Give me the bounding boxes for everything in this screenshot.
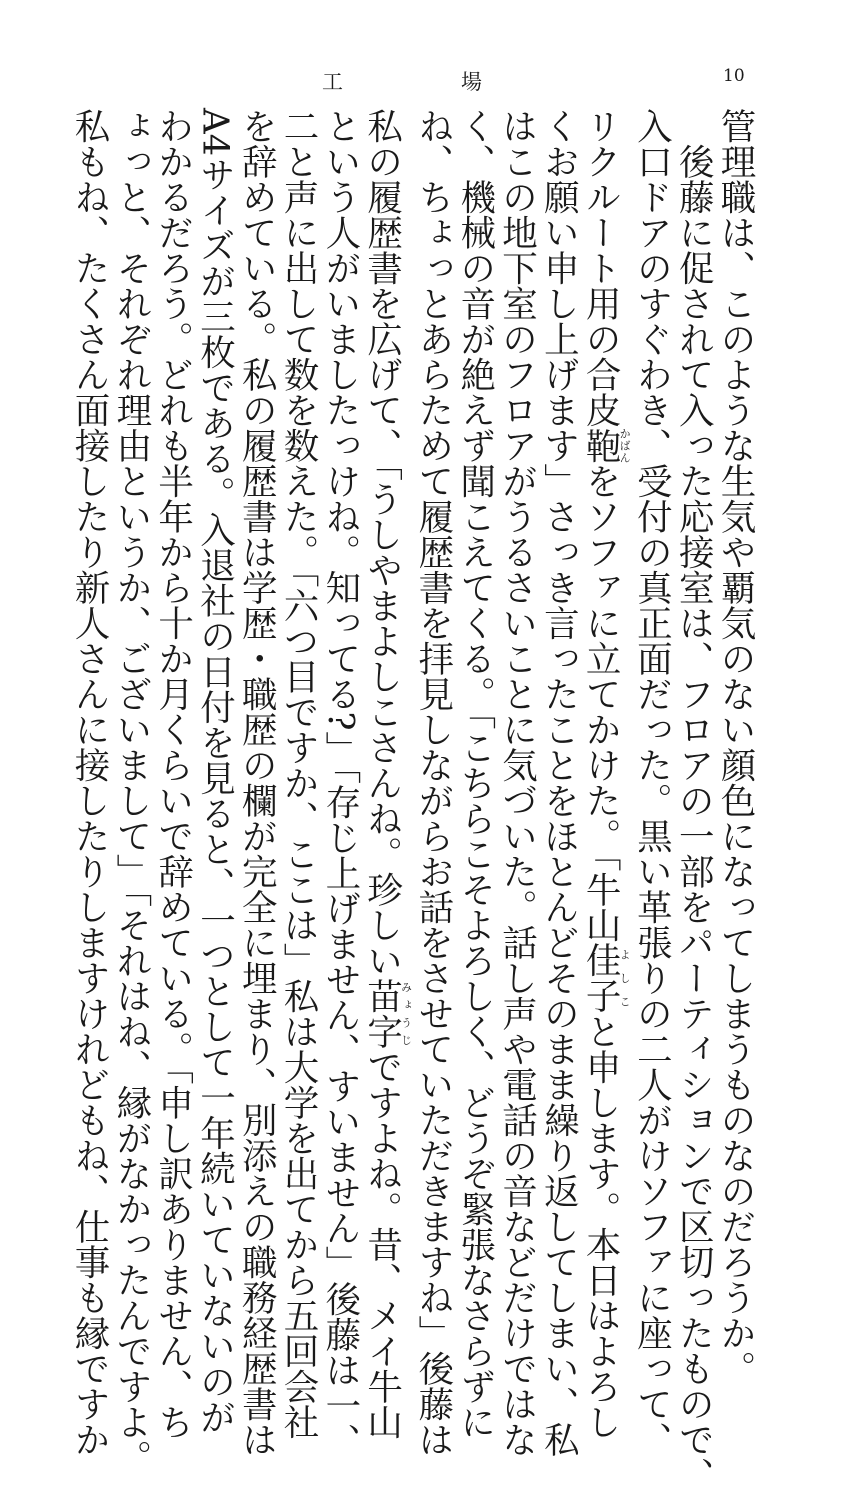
text-line: 管理職は、このような生気や覇気のない顔色になってしまうものなのだろうか。 [715, 108, 756, 1386]
furigana-ruby: 鞄かばん [580, 427, 632, 463]
vertical-body-text [69, 108, 756, 1493]
running-header [0, 66, 841, 96]
text-line: くお願い申し上げます」さっき言ったことをほとんどそのまま繰り返してしまい、私 [538, 108, 580, 1457]
text-line: という人がいましたっけね。知ってる?」「存じ上げません、すいません」後藤は一、 [319, 108, 361, 1459]
page-number: 10 [723, 66, 745, 86]
text-line: 私の履歴書を広げて、「うしやまよしこさんね。珍しい苗字みょうじですよね。昔、メイ牛山 [361, 108, 413, 1440]
text-line: リクルート用の合皮鞄かばんをソファに立てかけた。「牛山佳子よしこと申します。本日はよろし [580, 108, 632, 1440]
text-line: はこの地下室のフロアがうるさいことに気づいた。話し声や電話の音などだけではな [496, 108, 538, 1457]
text-line: 二と声に出して数を数えた。「六つ目ですか、ここは」私は大学を出てから五回会社 [278, 108, 320, 1440]
text-line: 後藤に促されて入った応接室は、フロアの一部をパーティションで区切ったもので、 [673, 108, 715, 1493]
furigana-ruby: 苗字みょうじ [361, 977, 413, 1049]
text-line: く、機械の音が絶えず聞こえてくる。「こちらこそよろしく、どうぞ緊張なさらずに [454, 108, 496, 1440]
text-line: 入口ドアのすぐわき、受付の真正面だった。黒い革張りの二人がけソファに座って、 [631, 108, 673, 1457]
furigana-ruby: 佳子よしこ [580, 942, 632, 1014]
text-line: を辞めている。私の履歴書は学歴・職歴の欄が完全に埋まり、別添えの職務経歴書は [236, 108, 278, 1457]
text-line: ね、ちょっとあらためて履歴書を拝見しながらお話をさせていただきますね」後藤は [412, 108, 454, 1457]
text-line: ょっと、それぞれ理由というか、ございまして」「それはね、縁がなかったんですよ。 [110, 108, 152, 1475]
text-line: 私もね、たくさん面接したり新人さんに接したりしますけれどもね、仕事も縁ですか [69, 108, 111, 1457]
text-line: A4サイズが三枚である。入退社の日付を見ると、一つとして一年続いていないのが [194, 108, 236, 1435]
text-line: わかるだろう。どれも半年から十か月くらいで辞めている。「申し訳ありません、ち [152, 108, 194, 1440]
chapter-title: 工場 [322, 70, 600, 94]
